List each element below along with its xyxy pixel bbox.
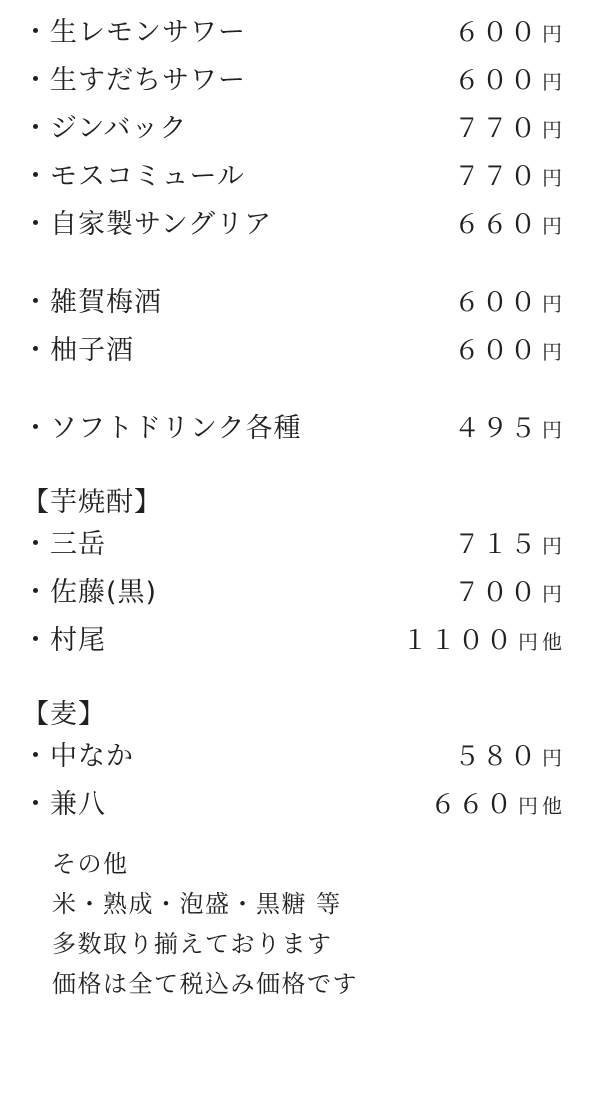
menu-item-name: ・ジンバック: [22, 113, 188, 144]
menu-item-name: ・兼八: [22, 789, 106, 820]
menu-item-price: ７７０: [453, 162, 538, 192]
group-spacer: [22, 454, 578, 476]
menu-item-row: [22, 618, 578, 666]
menu-item-name: ・モスコミュール: [22, 161, 245, 192]
menu-item-note: 他: [542, 630, 562, 654]
menu-item-row: [22, 522, 578, 570]
menu-item-row: [22, 406, 578, 454]
menu-item-currency: 円: [542, 418, 562, 442]
menu-item-currency: 円: [542, 582, 562, 606]
menu-item-row: [22, 10, 578, 58]
menu-item-name: ・佐藤(黒): [22, 577, 158, 608]
menu-item-row: [22, 782, 578, 830]
menu-item-price: ６６０: [429, 790, 514, 820]
menu-item-currency: 円: [542, 292, 562, 316]
menu-item-price-wrap: [454, 330, 578, 367]
menu-item-price: ６００: [453, 66, 538, 96]
footnote-line: 米・熟成・泡盛・黒糖 等: [52, 890, 342, 918]
menu-item-currency: 円: [542, 166, 562, 190]
menu-item-price: ７７０: [453, 114, 538, 144]
footnote-line: その他: [52, 850, 129, 878]
menu-item-currency: 円: [542, 534, 562, 558]
menu-item-name: ・柚子酒: [22, 335, 134, 366]
footnote-line: 多数取り揃えております: [52, 930, 333, 958]
menu-item-currency: 円: [542, 22, 562, 46]
group-spacer: [22, 376, 578, 406]
menu-item-currency: 円: [518, 630, 538, 654]
menu-item-row: [22, 106, 578, 154]
menu-item-price: ４９５: [453, 414, 538, 444]
menu-item-currency: 円: [542, 746, 562, 770]
menu-group-umeshu: [22, 280, 578, 376]
menu-item-price-wrap: [454, 572, 578, 609]
menu-item-currency: 円: [542, 214, 562, 238]
menu-item-name: ・ソフトドリンク各種: [22, 413, 302, 444]
section-heading: 【芋焼酎】: [22, 486, 162, 518]
menu-item-name: ・雑賀梅酒: [22, 287, 162, 318]
menu-item-price-wrap: [454, 736, 578, 773]
menu-item-row: [22, 58, 578, 106]
menu-item-price: ５８０: [453, 742, 538, 772]
menu-item-name: ・自家製サングリア: [22, 209, 273, 240]
menu-item-row: [22, 280, 578, 328]
footnote-line: 価格は全て税込み価格です: [52, 970, 358, 998]
menu-item-name: ・生すだちサワー: [22, 65, 246, 96]
menu-item-price: １１００: [401, 626, 514, 656]
menu-item-price: ６００: [453, 336, 538, 366]
menu-group-mugi-shochu: [22, 688, 578, 830]
menu-item-currency: 円: [542, 340, 562, 364]
menu-item-price: ６００: [453, 18, 538, 48]
menu-item-price: ７１５: [453, 530, 538, 560]
group-spacer: [22, 250, 578, 280]
menu-item-price: ７００: [453, 578, 538, 608]
menu-item-row: [22, 570, 578, 618]
menu-item-note: 他: [542, 794, 562, 818]
menu-item-currency: 円: [542, 70, 562, 94]
group-spacer: [22, 666, 578, 688]
menu-item-price: ６００: [453, 288, 538, 318]
menu-group-imo-shochu: [22, 476, 578, 666]
menu-item-name: ・生レモンサワー: [22, 17, 246, 48]
menu-group-sours-cocktails: [22, 10, 578, 250]
menu-item-row: [22, 734, 578, 782]
menu-item-row: [22, 328, 578, 376]
menu-item-price-wrap: [454, 156, 578, 193]
section-heading: 【麦】: [22, 698, 106, 730]
menu-item-price-wrap: [454, 60, 578, 97]
menu-item-row: [22, 202, 578, 250]
menu-item-price-wrap: [454, 408, 578, 445]
menu-item-currency: 円: [518, 794, 538, 818]
menu-item-name: ・三岳: [22, 529, 106, 560]
menu-item-price-wrap: [454, 282, 578, 319]
menu-item-price-wrap: [454, 204, 578, 241]
menu-item-price-wrap: [402, 620, 578, 657]
menu-item-row: [22, 154, 578, 202]
menu-item-price-wrap: [454, 108, 578, 145]
menu-item-currency: 円: [542, 118, 562, 142]
menu-item-name: ・中なか: [22, 741, 134, 772]
menu-group-softdrinks: [22, 406, 578, 454]
menu-item-price-wrap: [430, 784, 578, 821]
menu-footnotes: [22, 830, 578, 1004]
menu-item-name: ・村尾: [22, 625, 106, 656]
menu-item-price-wrap: [454, 524, 578, 561]
menu-item-price: ６６０: [453, 210, 538, 240]
menu-item-price-wrap: [454, 12, 578, 49]
